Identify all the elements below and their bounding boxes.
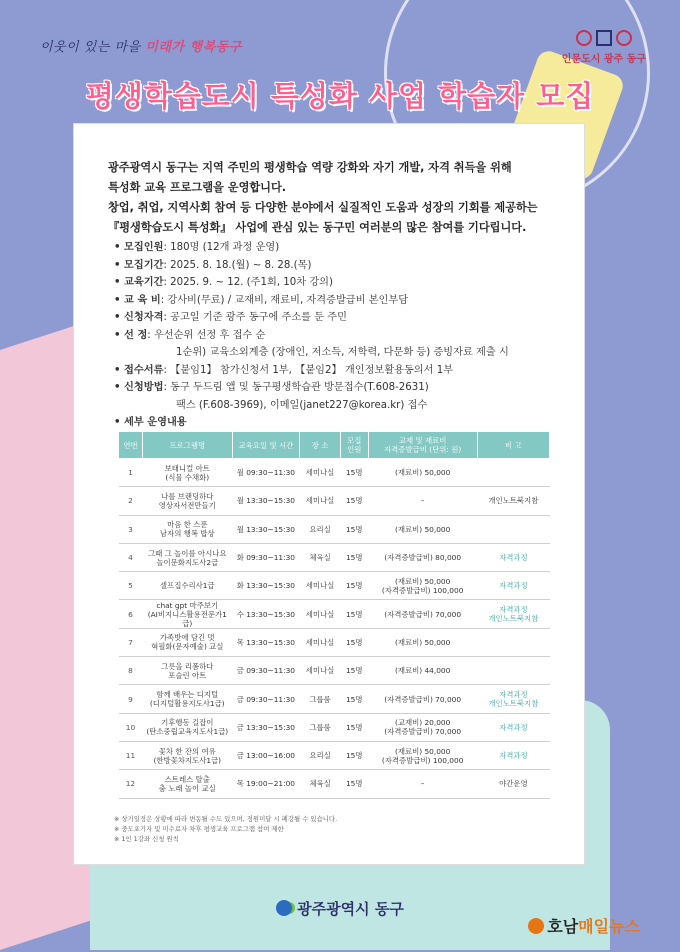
- dept-logo-mark-icon: [562, 30, 646, 46]
- info-key: • 세부 운영내용: [114, 417, 187, 428]
- info-value: : 180명 (12개 과정 운영): [163, 242, 280, 253]
- info-value: : 【붙임1】 참가신청서 1부, 【붙임2】 개인정보활용동의서 1부: [163, 364, 454, 376]
- table-cell: (자격증발급비) 80,000: [368, 543, 477, 571]
- table-cell: –: [368, 770, 477, 798]
- table-cell: 15명: [340, 628, 368, 656]
- table-row: [119, 600, 550, 628]
- table-cell: (재료비) 50,000 (자격증발급비) 100,000: [368, 572, 477, 600]
- news-watermark: [528, 914, 640, 937]
- table-header-row: [119, 432, 550, 459]
- info-value: : 2025. 8. 18.(월) ~ 8. 28.(목): [163, 259, 312, 271]
- table-cell: 요리실: [300, 741, 341, 769]
- info-key: • 신청자격: [114, 312, 164, 323]
- table-cell: 세미나실: [300, 657, 341, 685]
- table-cell: 월 13:30~15:30: [232, 487, 300, 515]
- slogan: [40, 36, 242, 55]
- table-header-cell: 프로그램명: [143, 432, 233, 459]
- notice-card: [74, 124, 584, 864]
- org-emblem-icon: [276, 900, 292, 916]
- table-cell: 금 13:00~16:00: [232, 741, 300, 769]
- table-header-cell: 모집 인원: [340, 432, 368, 459]
- dept-logo-label: 인문도시 광주 동구: [561, 54, 646, 65]
- table-cell: 월 13:30~15:30: [232, 515, 300, 543]
- table-cell: chat gpt 마주보기 (AI비지니스활용전문가1급): [143, 600, 233, 628]
- table-cell: 금 09:30~11:30: [232, 657, 300, 685]
- info-row: [114, 379, 564, 397]
- info-row: [114, 327, 564, 345]
- program-table: [118, 431, 550, 799]
- table-cell: 15명: [340, 543, 368, 571]
- info-value: : 공고일 기준 광주 동구에 주소를 둔 주민: [163, 312, 347, 323]
- table-row: [119, 657, 550, 685]
- info-value: : 강사비(무료) / 교재비, 재료비, 자격증발급비 본인부담: [160, 294, 409, 306]
- info-key: • 신청방법: [114, 382, 164, 393]
- table-row: [119, 770, 550, 798]
- table-cell: 그룹룸: [300, 685, 341, 713]
- table-cell: 4: [119, 543, 143, 571]
- table-cell: 6: [119, 600, 143, 628]
- info-row: [114, 292, 564, 310]
- table-cell: 야간운영: [477, 770, 549, 798]
- info-row: [114, 274, 564, 292]
- table-header-cell: 교재 및 재료비 자격증발급비 (단위: 원): [368, 432, 477, 459]
- table-cell: 체육실: [300, 543, 341, 571]
- info-row: [114, 239, 564, 257]
- table-cell: 15명: [340, 741, 368, 769]
- table-cell: 12: [119, 770, 143, 798]
- table-cell: 세미나실: [300, 487, 341, 515]
- table-cell: 그룹룸: [300, 713, 341, 741]
- info-row: 1순위) 교육소외계층 (장애인, 저소득, 저학력, 다문화 등) 증빙자료 제출 시: [176, 347, 509, 358]
- dept-logo: [562, 30, 646, 65]
- table-header-cell: 장 소: [300, 432, 341, 459]
- table-cell: 그때 그 놀이를 아시나요 놀이문화지도사2급: [143, 543, 233, 571]
- page-title: 평생학습도시 특성화 사업 학습자 모집: [85, 79, 595, 113]
- table-cell: 세미나실: [300, 600, 341, 628]
- news-name-a: 호남: [547, 917, 579, 936]
- table-cell: 요리실: [300, 515, 341, 543]
- table-cell: 세미나실: [300, 628, 341, 656]
- table-cell: 15명: [340, 657, 368, 685]
- table-cell: 8: [119, 657, 143, 685]
- table-row: [119, 685, 550, 713]
- table-cell: 목 13:30~15:30: [232, 628, 300, 656]
- info-value: : 2025. 9. ~ 12. (주1회, 10차 강의): [163, 277, 333, 288]
- table-cell: (재료비) 50,000: [368, 459, 477, 487]
- table-cell: 월 09:30~11:30: [232, 459, 300, 487]
- table-cell: 자격과정 개인노트북지참: [477, 685, 549, 713]
- intro-line: 특성화 교육 프로그램을 운영합니다.: [108, 181, 287, 194]
- info-row: 팩스 (F.608-3969), 이메일(janet227@korea.kr) 접수: [176, 399, 428, 411]
- table-cell: 보태니컬 아트 (식물 수채화): [143, 459, 233, 487]
- table-cell: 화 09:30~11:30: [232, 543, 300, 571]
- table-row: [119, 459, 550, 487]
- table-cell: 2: [119, 487, 143, 515]
- footnote: ※ 상기일정은 상황에 따라 변동될 수도 있으며, 정원미달 시 폐강될 수 있습니다.: [114, 815, 338, 823]
- slogan-part-b: 미래가 행복동구: [145, 40, 242, 55]
- org-name: 광주광역시 동구: [297, 900, 404, 918]
- table-cell: 7: [119, 628, 143, 656]
- table-cell: 11: [119, 741, 143, 769]
- table-cell: [477, 515, 549, 543]
- info-value: : 동구 두드림 앱 및 동구평생학습관 방문접수(T.608-2631): [163, 382, 429, 393]
- table-cell: 15명: [340, 685, 368, 713]
- table-cell: (자격증발급비) 70,000: [368, 600, 477, 628]
- info-key: • 교 육 비: [114, 294, 161, 306]
- info-row: [114, 362, 564, 380]
- table-cell: [477, 657, 549, 685]
- table-cell: 꽃차 한 잔의 여유 (한방꽃차지도사1급): [143, 741, 233, 769]
- table-cell: 3: [119, 515, 143, 543]
- table-row: [119, 572, 550, 600]
- footnotes: [114, 814, 337, 844]
- table-cell: (교재비) 20,000 (자격증발급비) 70,000: [368, 713, 477, 741]
- table-cell: 자격과정: [477, 741, 549, 769]
- table-cell: 10: [119, 713, 143, 741]
- table-cell: 수 13:30~15:30: [232, 600, 300, 628]
- table-cell: 세미나실: [300, 572, 341, 600]
- table-cell: 가족밧에 담긴 멋 혁필화(문자예술) 교실: [143, 628, 233, 656]
- intro-line: 창업, 취업, 지역사회 참여 등 다양한 분야에서 실질적인 도움과 성장의 기회를 제공하는: [108, 201, 538, 214]
- table-cell: 마음 한 스푼 남자의 행복 밥상: [143, 515, 233, 543]
- table-cell: (재료비) 50,000 (자격증발급비) 100,000: [368, 741, 477, 769]
- table-cell: 15명: [340, 713, 368, 741]
- table-row: [119, 487, 550, 515]
- info-key: • 모집기간: [114, 259, 164, 271]
- table-cell: 기후행동 길잡이 (탄소중립교육지도사1급): [143, 713, 233, 741]
- slogan-part-a: 이웃이 있는 마을: [40, 40, 141, 55]
- table-cell: 자격과정 개인노트북지참: [477, 600, 549, 628]
- table-cell: 자격과정: [477, 543, 549, 571]
- info-row: [114, 257, 564, 275]
- info-key: • 교육기간: [114, 277, 164, 288]
- info-key: • 모집인원: [114, 242, 164, 253]
- table-row: [119, 515, 550, 543]
- info-key: • 접수서류: [114, 364, 164, 376]
- table-cell: (재료비) 50,000: [368, 515, 477, 543]
- intro-text: [108, 158, 568, 238]
- table-cell: (재료비) 44,000: [368, 657, 477, 685]
- table-row: [119, 713, 550, 741]
- table-cell: [477, 459, 549, 487]
- table-cell: 그릇을 리폼하다 포슬린 아트: [143, 657, 233, 685]
- table-cell: 스트레스 탈출 춤 노래 놀이 교실: [143, 770, 233, 798]
- table-cell: 15명: [340, 487, 368, 515]
- info-row: [114, 414, 564, 432]
- footnote: ※ 중도포기자 및 미수료자 차후 평생교육 프로그램 참여 제한: [114, 825, 284, 833]
- table-row: [119, 543, 550, 571]
- table-cell: 자격과정: [477, 713, 549, 741]
- table-cell: [477, 628, 549, 656]
- table-cell: 자격과정: [477, 572, 549, 600]
- table-cell: 나를 브랜딩하다 영상자서전만들기: [143, 487, 233, 515]
- table-cell: 1: [119, 459, 143, 487]
- table-cell: (재료비) 50,000: [368, 628, 477, 656]
- news-logo-icon: [528, 918, 544, 934]
- table-row: [119, 628, 550, 656]
- footnote: ※ 1인 1강좌 신청 원칙: [114, 835, 179, 843]
- table-cell: –: [368, 487, 477, 515]
- info-value: : 우선순위 선정 후 접수 순: [147, 329, 266, 341]
- table-cell: 체육실: [300, 770, 341, 798]
- table-header-cell: 비 고: [477, 432, 549, 459]
- info-key: • 선 정: [114, 329, 148, 341]
- intro-line: 『평생학습도시 특성화』 사업에 관심 있는 동구민 여러분의 많은 참여를 기다립니다.: [108, 221, 527, 234]
- table-cell: 목 19:00~21:00: [232, 770, 300, 798]
- table-row: [119, 741, 550, 769]
- intro-line: 광주광역시 동구는 지역 주민의 평생학습 역량 강화와 자기 개발, 자격 취득을 위해: [108, 161, 512, 174]
- table-cell: 15명: [340, 770, 368, 798]
- table-cell: 세미나실: [300, 459, 341, 487]
- info-row: [114, 309, 564, 327]
- table-cell: 금 13:30~15:30: [232, 713, 300, 741]
- table-cell: 15명: [340, 515, 368, 543]
- info-list: [114, 239, 564, 432]
- table-cell: 셀프집수리사1급: [143, 572, 233, 600]
- table-cell: 금 09:30~11:30: [232, 685, 300, 713]
- table-cell: 15명: [340, 600, 368, 628]
- table-header-cell: 연번: [119, 432, 143, 459]
- table-cell: (자격증발급비) 70,000: [368, 685, 477, 713]
- table-cell: 개인노트북지참: [477, 487, 549, 515]
- news-name-b: 매일뉴스: [578, 917, 640, 936]
- table-cell: 화 13:30~15:30: [232, 572, 300, 600]
- table-cell: 15명: [340, 572, 368, 600]
- table-cell: 함께 배우는 디지털 (디지털활용지도사1급): [143, 685, 233, 713]
- table-cell: 5: [119, 572, 143, 600]
- table-header-cell: 교육요일 및 시간: [232, 432, 300, 459]
- table-cell: 9: [119, 685, 143, 713]
- table-cell: 15명: [340, 459, 368, 487]
